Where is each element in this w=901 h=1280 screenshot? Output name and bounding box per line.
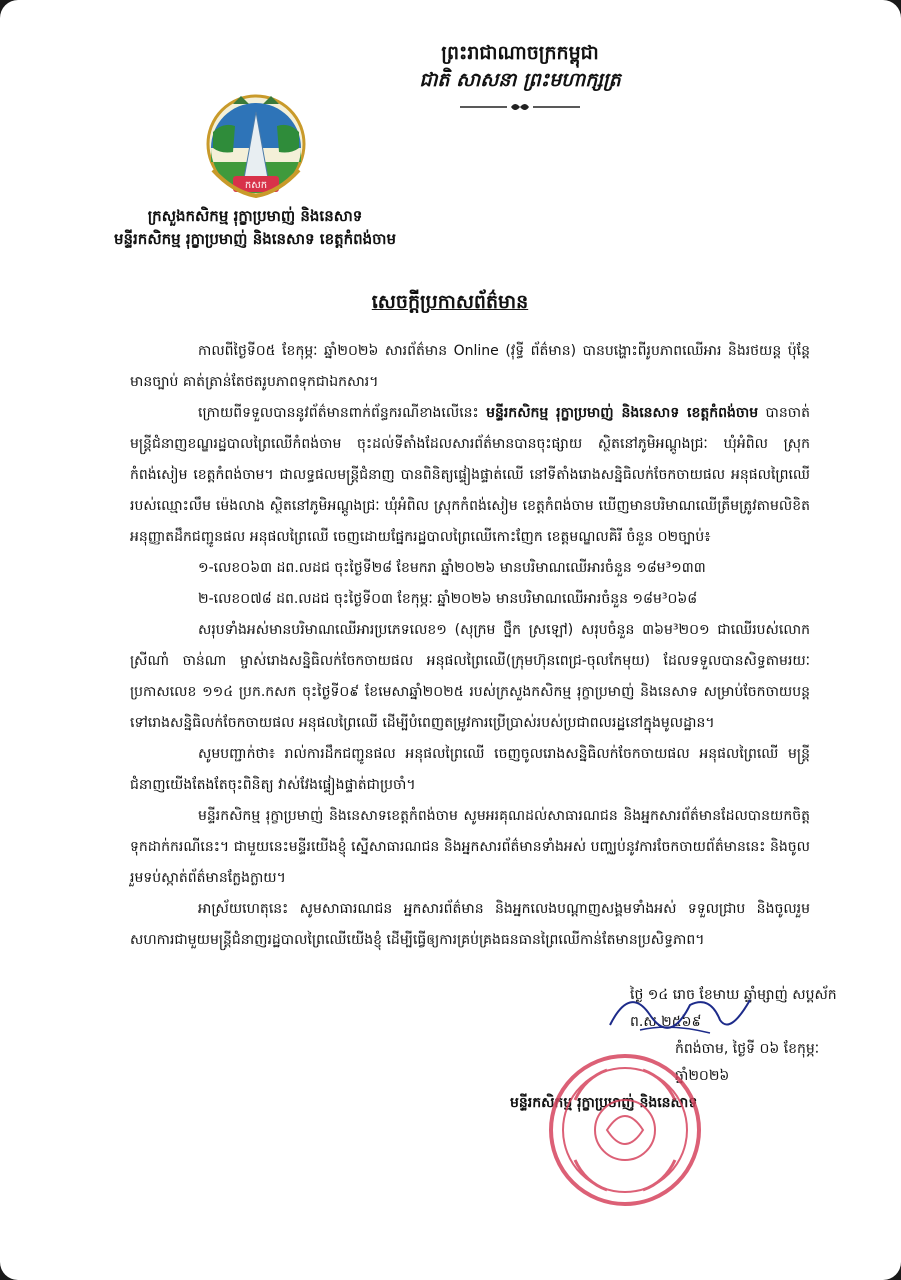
paragraph-6: អាស្រ័យហេតុនេះ សូមសាធារណជន អ្នកសារព័ត៌មាន និងអ្នកលេងបណ្តាញសង្គមទាំងអស់ ទទួលជ្រាប និងចូលរួមសហការជាមួយមន្ត្រីជំនាញរដ្ឋបាលព្រៃឈើយើងខ្ញុំ ដើម្បីធ្វើឲ្យការគ្រប់គ្រងធនធានព្រៃឈើកាន់តែមានប្រសិទ្ធភាព។ (130, 901, 810, 948)
paragraph-4: សូមបញ្ជាក់ថា៖ រាល់ការដឹកជញ្ជូនផល អនុផលព្រៃឈើ ចេញចូលរោងសន្និធិលក់ចែកចាយផល អនុផលព្រៃឈើ មន្ត្រីជំនាញយើងតែងតែចុះពិនិត្យ វាស់វែងផ្ទៀងផ្ទាត់ជាប្រចាំ។ (130, 746, 810, 793)
handwritten-signature-icon (600, 975, 760, 1045)
kingdom-title: ព្រះរាជាណាចក្រកម្ពុជា (441, 42, 599, 64)
paragraph-3: សរុបទាំងអស់មានបរិមាណឈើអារប្រភេទលេខ១ (សុក្រម ថ្នឹក ស្រឡៅ) សរុបចំនួន ៣៦ម³២០១ ជាឈើរបស់លោកស្រីណាំ ចាន់ណា ម្ចាស់រោងសន្និធិលក់ចែកចាយផល អនុផលព្រៃឈើ(ក្រុមហ៊ុនពេជ្រ-ចុលកែមុយ) ដែលទទួលបានសិទ្ធតាមរយៈប្រកាសលេខ ១១៤ ប្រក.កសក ចុះថ្ងៃទី០៩ ខែមេសាឆ្នាំ២០២៥ របស់ក្រសួងកសិកម្ម រុក្ខាប្រមាញ់ និងនេសាទ សម្រាប់ចែកចាយបន្តទៅរោងសន្និធិលក់ចែកចាយផល អនុផលព្រៃឈើ ដើម្បីបំពេញតម្រូវការប្រើប្រាស់របស់ប្រជាពលរដ្ឋនៅក្នុងមូលដ្ឋាន។ (130, 622, 810, 731)
signing-office: មន្ទីរកសិកម្ម រុក្ខាប្រមាញ់ និងនេសាទ (510, 1095, 698, 1111)
national-motto: ជាតិ សាសនា ព្រះមហាក្សត្រ (419, 69, 621, 91)
ministry-logo-icon (193, 92, 319, 202)
paragraph-2-intro: ក្រោយពីទទួលបាននូវព័ត៌មានពាក់ព័ន្ធករណីខាងលើនេះ (198, 405, 487, 421)
official-stamp-icon (545, 1050, 705, 1210)
paragraph-2-rest: បានចាត់មន្ត្រីជំនាញខណ្ឌរដ្ឋបាលព្រៃឈើកំពង់ចាម ចុះដល់ទីតាំងដែលសារព័ត៌មានបានចុះផ្សាយ ស្ថិតនៅភូមិអណ្តូងជ្រៈ ឃុំអំពិល ស្រុកកំពង់សៀម ខេត្តកំពង់ចាម។ ជាលទ្ធផលមន្ត្រីជំនាញ បានពិនិត្យផ្ទៀងផ្ទាត់ឈើ នៅទីតាំងរោងសន្និធិលក់ចែកចាយផល អនុផលព្រៃឈើរបស់ឈ្មោះលឹម ម៉េងលាង ស្ថិតនៅភូមិអណ្តូងជ្រៈ ឃុំអំពិល ស្រុកកំពង់សៀម ខេត្តកំពង់ចាម ឃើញមានបរិមាណឈើត្រឹមត្រូវតាមលិខិតអនុញ្ញាតដឹកជញ្ជូនផល អនុផលព្រៃឈើ ចេញដោយផ្នែករដ្ឋបាលព្រៃឈើកោះញែក ខេត្តមណ្ឌលគិរី ចំនួន ០២ច្បាប់៖ (130, 405, 810, 545)
document-body (130, 336, 810, 956)
ministry-name: ក្រសួងកសិកម្ម រុក្ខាប្រមាញ់ និងនេសាទ (147, 207, 363, 225)
list-item-2: ២-លេខ០៧៨ ដព.លដជ ចុះថ្ងៃទី០៣ ខែកុម្ភៈ ឆ្នាំ២០២៦ មានបរិមាណឈើអារចំនួន ១៨ម³០៦៨ (198, 591, 698, 607)
solar-date: កំពង់ចាម, ថ្ងៃទី ០៦ ខែកុម្ភៈ ឆ្នាំ២០២៦ (675, 1041, 820, 1084)
lunar-date: ថ្ងៃ ១៤ រោច ខែមាឃ ឆ្នាំម្សាញ់ សប្តស័ក ព.ស.២៥៦៩ (630, 987, 837, 1030)
list-item-1: ១-លេខ០៦៣ ដព.លដជ ចុះថ្ងៃទី២៨ ខែមករា ឆ្នាំ២០២៦ មានបរិមាណឈើអារចំនួន ១៨ម³១៣៣ (198, 560, 706, 576)
page-title: សេចក្តីប្រកាសព័ត៌មាន (371, 291, 529, 313)
paragraph-1: កាលពីថ្ងៃទី០៥ ខែកុម្ភៈ ឆ្នាំ២០២៦ សារព័ត៌មាន Online (វុទ្ធី ព័ត៌មាន) បានបង្ហោះពីរូបភាពឈើអារ និងរថយន្ត ប៉ុន្តែមានច្បាប់ គាត់ត្រាន់តែថតរូបភាពទុកជាឯកសារ។ (130, 343, 810, 390)
kingdom-header (380, 40, 660, 94)
paragraph-2 (130, 398, 810, 553)
paragraph-2-bold: មន្ទីរកសិកម្ម រុក្ខាប្រមាញ់ និងនេសាទ ខេត្តកំពង់ចាម (486, 405, 759, 421)
logo-text: កសក (244, 180, 268, 191)
ornament-divider-icon (455, 100, 585, 114)
paragraph-5: មន្ទីរកសិកម្ម រុក្ខាប្រមាញ់ និងនេសាទខេត្តកំពង់ចាម សូមអរគុណដល់សាធារណជន និងអ្នកសារព័ត៌មានដែលបានយកចិត្តទុកដាក់ករណីនេះ។ ជាមួយនេះមន្ទីរយើងខ្ញុំ ស្នើសាធារណជន និងអ្នកសារព័ត៌មានទាំងអស់ បញ្ឈប់នូវការចែកចាយព័ត៌មាននេះ និងចូលរួមទប់ស្កាត់ព័ត៌មានក្លែងក្លាយ។ (130, 808, 810, 886)
ministry-header (90, 205, 420, 251)
department-name: មន្ទីរកសិកម្ម រុក្ខាប្រមាញ់ និងនេសាទ ខេត្តកំពង់ចាម (114, 230, 396, 248)
